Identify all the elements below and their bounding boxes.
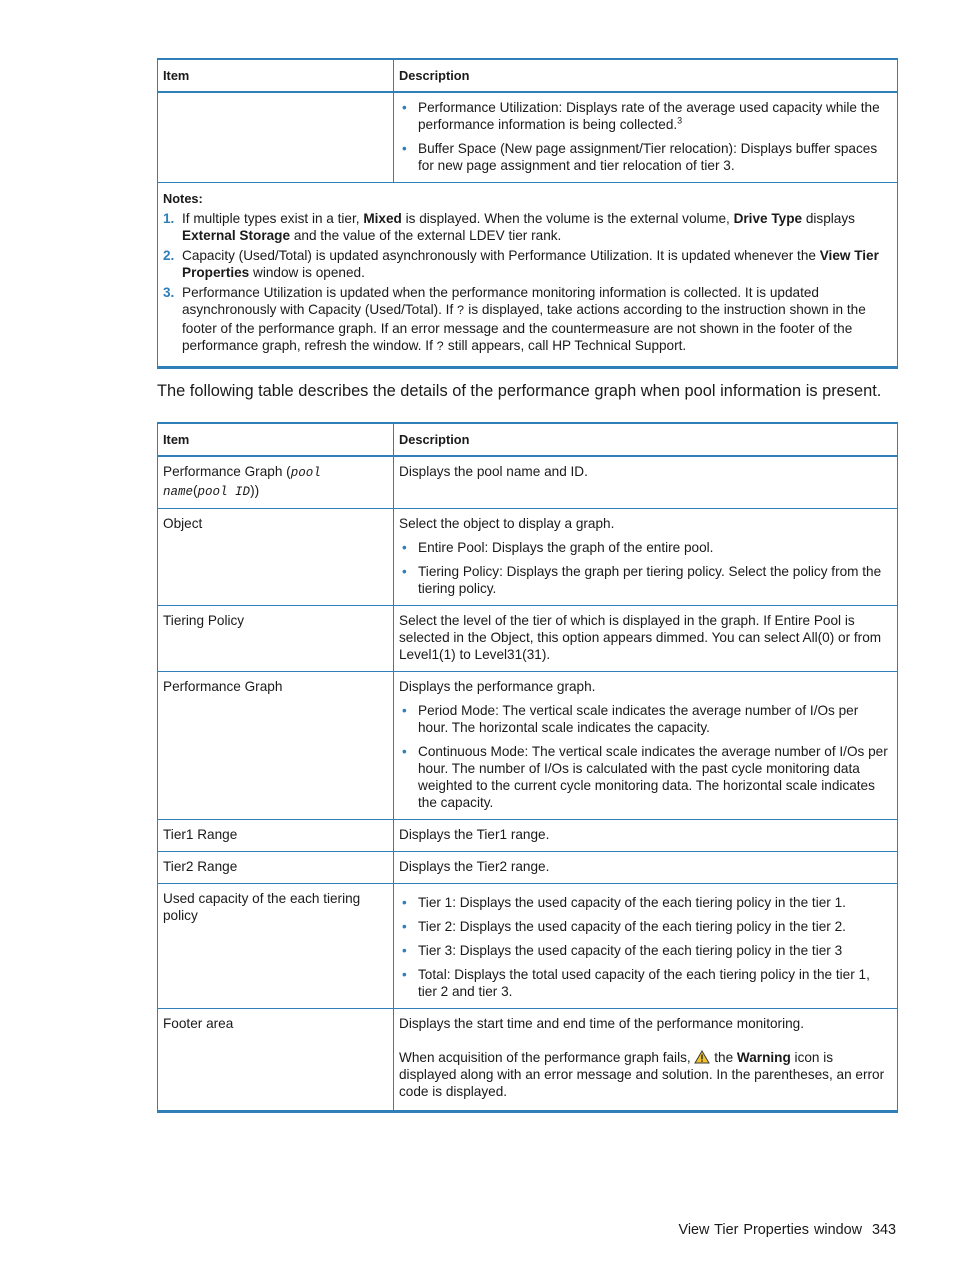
page-footer bbox=[678, 1222, 896, 1238]
list-item: • Tier 3: Displays the used capacity of the each tiering policy in the tier 3 bbox=[399, 942, 892, 959]
notes-list bbox=[163, 210, 892, 356]
table-cell-item: Tier2 Range bbox=[158, 852, 394, 884]
column-header-description: Description bbox=[394, 59, 898, 92]
notes-title: Notes: bbox=[163, 191, 203, 206]
description-lead: Select the object to display a graph. bbox=[399, 516, 615, 531]
note-bold: External Storage bbox=[182, 228, 291, 243]
table-cell-description: Displays the Tier1 range. bbox=[394, 820, 898, 852]
warning-icon bbox=[694, 1050, 710, 1064]
item-text: )) bbox=[250, 483, 260, 498]
note-number: 3. bbox=[163, 285, 175, 300]
table-cell-description: Displays the Tier2 range. bbox=[394, 852, 898, 884]
note-text: Performance Utilization is updated when the performance monitoring information is collected. It is updated asynchronously with Capacity (Used/Total). If bbox=[182, 285, 819, 317]
table-row bbox=[158, 92, 898, 183]
list-item: • Tiering Policy: Displays the graph per tiering policy. Select the policy from the tiering policy. bbox=[399, 563, 892, 597]
description-text: icon is displayed along with an error message and solution. In the parentheses, an error code is displayed. bbox=[399, 1050, 885, 1099]
table-cell-item bbox=[158, 456, 394, 509]
table-cell-item: Tier1 Range bbox=[158, 820, 394, 852]
list-item-text: Performance Utilization: Displays rate of the average used capacity while the performance information is being collected. bbox=[418, 100, 880, 132]
table-row bbox=[158, 509, 898, 606]
item-code: pool name bbox=[163, 466, 321, 499]
table-2-container bbox=[157, 422, 897, 1113]
footnote-ref: 3 bbox=[677, 115, 683, 126]
list-item: • Period Mode: The vertical scale indicates the average number of I/Os per hour. The horizontal scale indicates the capacity. bbox=[399, 702, 892, 736]
note-number: 2. bbox=[163, 248, 175, 263]
table-cell-item bbox=[158, 92, 394, 183]
description-lead: Displays the performance graph. bbox=[399, 679, 596, 694]
note-code: ? bbox=[436, 340, 445, 354]
table-cell-item: Tiering Policy bbox=[158, 606, 394, 672]
list-item: • Continuous Mode: The vertical scale indicates the average number of I/Os per hour. The number of I/Os is calculated with the past cycle monitoring data weighted to the current cycle monitoring data. The horizontal scale indicates the capacity. bbox=[399, 743, 892, 811]
table-cell-item: Used capacity of the each tiering policy bbox=[158, 884, 394, 1009]
note-text: displays bbox=[802, 211, 855, 226]
note-bold: Mixed bbox=[363, 211, 402, 226]
description-paragraph bbox=[399, 1049, 892, 1100]
list-item bbox=[399, 99, 892, 133]
description-text: the bbox=[710, 1050, 737, 1065]
note-item bbox=[163, 284, 892, 356]
note-bold: View Tier Properties bbox=[182, 248, 879, 280]
note-bold: Drive Type bbox=[733, 211, 803, 226]
list-item: • Tier 2: Displays the used capacity of the each tiering policy in the tier 2. bbox=[399, 918, 892, 935]
bullet-list bbox=[399, 99, 892, 174]
table-row bbox=[158, 1009, 898, 1112]
column-header-item: Item bbox=[158, 423, 394, 456]
table-cell-description bbox=[394, 884, 898, 1009]
table-row bbox=[158, 606, 898, 672]
table-row bbox=[158, 852, 898, 884]
note-item bbox=[163, 210, 892, 244]
note-text: is displayed, take actions according to the instruction shown in the footer of the performance graph. If an error message and the countermeasure are not shown in the footer of the performance graph, refresh the window. If bbox=[182, 302, 866, 353]
intro-paragraph: The following table describes the details of the performance graph when pool information is present. bbox=[157, 382, 882, 400]
item-text: ( bbox=[193, 483, 198, 498]
table-row bbox=[158, 672, 898, 820]
description-lead: Displays the start time and end time of the performance monitoring. bbox=[399, 1016, 804, 1031]
table-1-header-row bbox=[158, 59, 898, 92]
table-cell-item: Performance Graph bbox=[158, 672, 394, 820]
table-cell-item: Footer area bbox=[158, 1009, 394, 1112]
note-text: window is opened. bbox=[249, 265, 365, 280]
table-row bbox=[158, 884, 898, 1009]
table-cell-description bbox=[394, 509, 898, 606]
table-row bbox=[158, 820, 898, 852]
column-header-item: Item bbox=[158, 59, 394, 92]
notes-row bbox=[158, 183, 898, 368]
notes-cell bbox=[158, 183, 898, 368]
note-code: ? bbox=[457, 304, 465, 318]
table-1 bbox=[157, 58, 898, 369]
note-item bbox=[163, 247, 892, 281]
note-number: 1. bbox=[163, 211, 175, 226]
bullet-list bbox=[399, 539, 892, 597]
table-cell-description: Displays the pool name and ID. bbox=[394, 456, 898, 509]
column-header-description: Description bbox=[394, 423, 898, 456]
table-cell-description: Select the level of the tier of which is displayed in the graph. If Entire Pool is selected in the Object, this option appears dimmed. You can select All(0) or from Level1(1) to Level31(31). bbox=[394, 606, 898, 672]
table-2-header-row bbox=[158, 423, 898, 456]
bullet-list bbox=[399, 894, 892, 1000]
table-cell-description bbox=[394, 1009, 898, 1112]
footer-title: View Tier Properties window bbox=[678, 1222, 862, 1238]
note-text: Capacity (Used/Total) is updated asynchronously with Performance Utilization. It is updated whenever the bbox=[182, 248, 820, 263]
note-text: still appears, call HP Technical Support. bbox=[444, 338, 687, 353]
table-1-container bbox=[157, 58, 897, 369]
table-2 bbox=[157, 422, 898, 1113]
bullet-list bbox=[399, 702, 892, 811]
description-bold: Warning bbox=[736, 1050, 791, 1065]
description-text: When acquisition of the performance graph fails, bbox=[399, 1050, 695, 1065]
list-item bbox=[399, 140, 892, 174]
item-code: pool ID bbox=[197, 485, 251, 499]
note-text: is displayed. When the volume is the external volume, bbox=[401, 211, 734, 226]
table-row bbox=[158, 456, 898, 509]
table-cell-description bbox=[394, 92, 898, 183]
table-cell-description bbox=[394, 672, 898, 820]
note-text: and the value of the external LDEV tier rank. bbox=[290, 228, 562, 243]
item-text: Performance Graph ( bbox=[163, 464, 291, 479]
note-text: If multiple types exist in a tier, bbox=[182, 211, 364, 226]
list-item: • Tier 1: Displays the used capacity of the each tiering policy in the tier 1. bbox=[399, 894, 892, 911]
list-item: • Entire Pool: Displays the graph of the entire pool. bbox=[399, 539, 892, 556]
list-item: • Total: Displays the total used capacity of the each tiering policy in the tier 1, tier 2 and tier 3. bbox=[399, 966, 892, 1000]
table-cell-item: Object bbox=[158, 509, 394, 606]
page-number: 343 bbox=[871, 1222, 896, 1238]
list-item-text: Buffer Space (New page assignment/Tier relocation): Displays buffer spaces for new page assignment and tier relocation of tier 3. bbox=[418, 141, 878, 173]
